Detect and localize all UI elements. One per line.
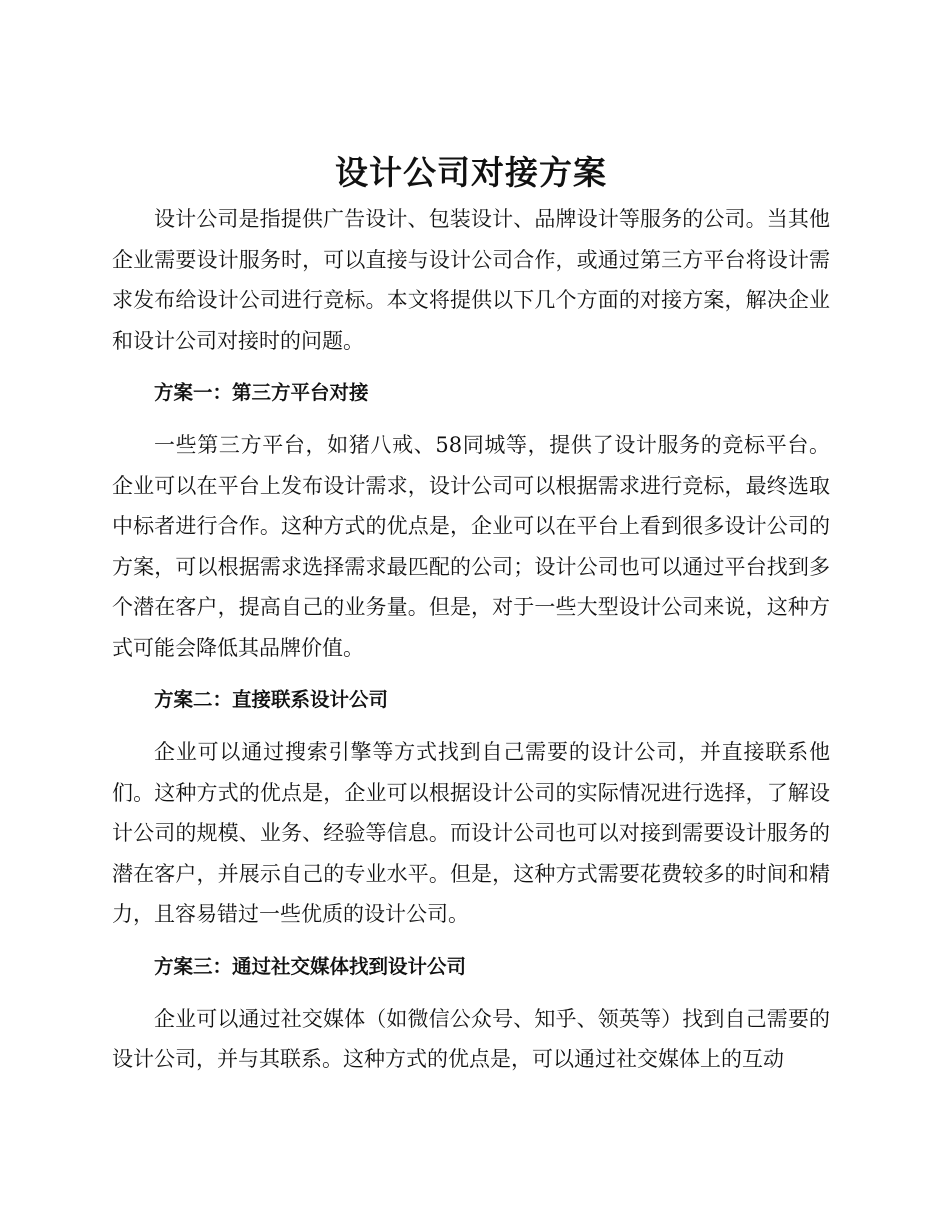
- document-page: [112, 150, 830, 1080]
- section-body-1: 一些第三方平台，如猪八戒、58同城等，提供了设计服务的竞标平台。企业可以在平台上发布设计需求，设计公司可以根据需求进行竞标，最终选取中标者进行合作。这种方式的优点是，企业可以在平台上看到很多设计公司的方案，可以根据需求选择需求最匹配的公司；设计公司也可以通过平台找到多个潜在客户，提高自己的业务量。但是，对于一些大型设计公司来说，这种方式可能会降低其品牌价值。: [112, 433, 830, 660]
- document-title: 设计公司对接方案: [335, 153, 607, 192]
- section-heading-1: 方案一：第三方平台对接: [154, 381, 369, 404]
- section-body-2: 企业可以通过搜索引擎等方式找到自己需要的设计公司，并直接联系他们。这种方式的优点是，企业可以根据设计公司的实际情况进行选择，了解设计公司的规模、业务、经验等信息。而设计公司也可以对接到需要设计服务的潜在客户，并展示自己的专业水平。但是，这种方式需要花费较多的时间和精力，且容易错过一些优质的设计公司。: [112, 740, 830, 926]
- section-heading-2: 方案二：直接联系设计公司: [154, 688, 389, 711]
- section-heading-3: 方案三：通过社交媒体找到设计公司: [154, 954, 467, 978]
- section-body-3: 企业可以通过社交媒体（如微信公众号、知乎、领英等）找到自己需要的设计公司，并与其联系。这种方式的优点是，可以通过社交媒体上的互动: [112, 1006, 830, 1071]
- intro-paragraph: 设计公司是指提供广告设计、包装设计、品牌设计等服务的公司。当其他企业需要设计服务时，可以直接与设计公司合作，或通过第三方平台将设计需求发布给设计公司进行竞标。本文将提供以下几个方面的对接方案，解决企业和设计公司对接时的问题。: [112, 207, 830, 353]
